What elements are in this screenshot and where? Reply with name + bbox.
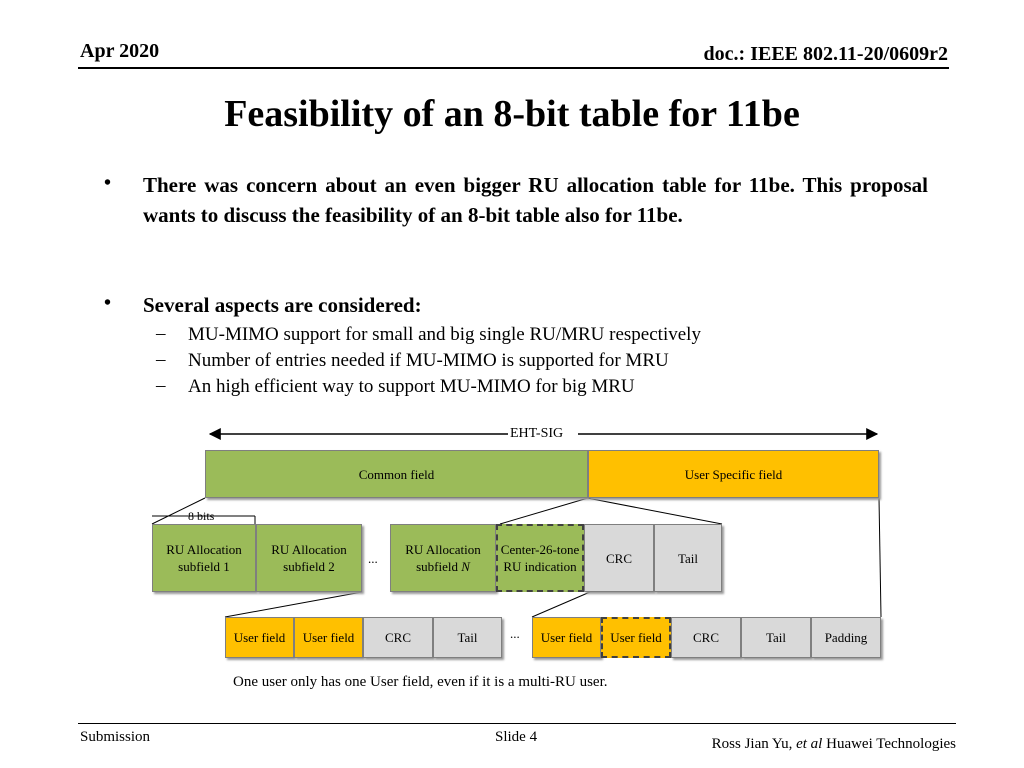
slide-title: Feasibility of an 8-bit table for 11be [224,93,800,135]
ru-allocation-subfield-1-label: RU Allocation subfield 1 [166,542,242,574]
crc-label: CRC [605,550,632,566]
common-tail [654,524,722,592]
bullet-2-text: Several aspects are considered: [143,293,422,317]
user-block-crc [363,617,433,658]
bullet-1-text: There was concern about an even bigger RU allocation table for 11be. This proposal wants to discuss the feasibility of an 8-bit table also for 11be. [143,173,928,227]
user-block-tail [741,617,811,658]
tail-label: Tail [765,630,787,645]
common-field-label: Common field [358,466,435,482]
padding-field [811,617,881,658]
sub-bullet-1-text: MU-MIMO support for small and big single RU/MRU respectively [188,324,701,345]
ru-allocation-subfield-2 [256,524,362,592]
padding-label: Padding [824,630,868,645]
common-crc [584,524,654,592]
common-field [205,450,588,498]
bits-label: 8 bits [188,509,215,523]
tail-label: Tail [457,630,478,645]
sub-bullet-marker: – [156,323,166,344]
ru-allocation-subfield-2-label: RU Allocation subfield 2 [271,542,347,574]
user-specific-field [588,450,879,498]
tail-label: Tail [677,550,699,566]
header-date: Apr 2020 [80,40,160,62]
ru-allocation-subfield-n-label: RU Allocation subfield N [405,542,481,574]
user-field-label: User field [610,630,662,645]
center-26-tone-ru-indication [496,524,584,592]
sub-bullet-marker: – [156,375,166,396]
bullet-marker: • [104,172,112,194]
user-specific-field-label: User Specific field [684,466,783,482]
user-field-label: User field [233,630,286,645]
user-field [601,617,671,658]
user-block-crc [671,617,741,658]
user-field-label: User field [540,630,593,645]
crc-label: CRC [692,630,719,645]
user-field-label: User field [302,630,355,645]
crc-label: CRC [384,630,411,645]
ellipsis: ... [510,626,520,641]
user-field [532,617,601,658]
user-field [225,617,294,658]
user-block-tail [433,617,502,658]
bullet-marker: • [104,292,112,314]
ru-allocation-subfield-1 [152,524,256,592]
sub-bullet-2-text: Number of entries needed if MU-MIMO is supported for MRU [188,350,669,371]
sub-bullet-marker: – [156,349,166,370]
center-26-tone-ru-label: Center-26-tone RU indication [500,542,580,574]
user-field [294,617,363,658]
footer-submission: Submission [80,729,151,745]
footer-slide-number: Slide 4 [495,729,538,745]
footer-author: Ross Jian Yu, et al Huawei Technologies [711,736,956,752]
eht-sig-label: EHT-SIG [510,426,564,441]
diagram-caption: One user only has one User field, even if it is a multi-RU user. [233,674,608,690]
ellipsis: ... [368,551,378,566]
sub-bullet-3-text: An high efficient way to support MU-MIMO for big MRU [188,376,635,397]
footer-divider [78,723,956,724]
ru-allocation-subfield-n [390,524,496,592]
header-doc-id: doc.: IEEE 802.11-20/0609r2 [703,43,948,65]
